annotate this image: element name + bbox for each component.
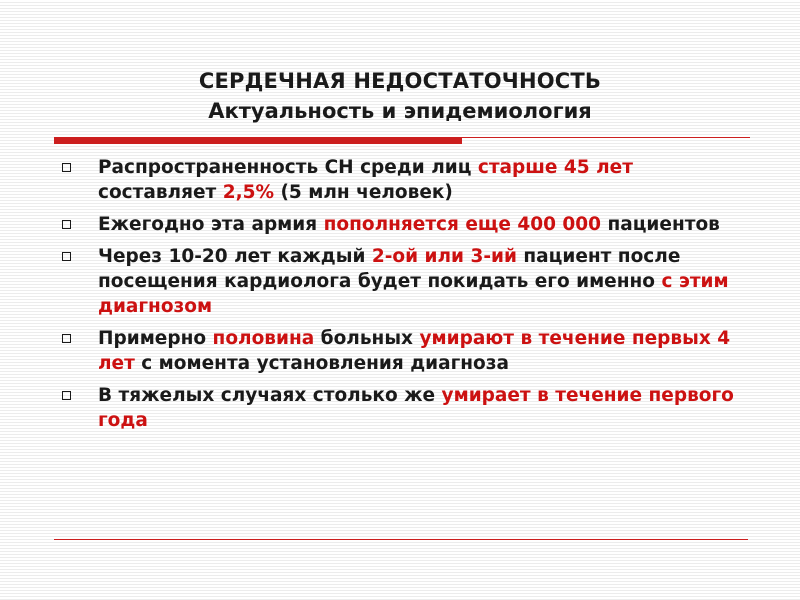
slide-title [0, 66, 800, 126]
slide-subtitle: Актуальность и эпидемиология [208, 99, 592, 123]
hollow-square-icon [62, 163, 71, 172]
bullet-text: Через 10-20 лет каждый 2-ой или 3-ий пациент после посещения кардиолога будет покидать его именно с этим диагнозом [98, 246, 729, 317]
bullet-text: Распространенность СН среди лиц старше 45 лет составляет 2,5% (5 млн человек) [98, 157, 633, 203]
bullet-item-mortality [60, 326, 750, 376]
title-underline-thin [462, 137, 750, 138]
bullet-text: В тяжелых случаях столько же умирает в течение первого года [98, 385, 734, 431]
hollow-square-icon [62, 252, 71, 261]
bullet-item-future-forecast [60, 244, 750, 319]
bullet-text: Примерно половина больных умирают в течение первых 4 лет с момента установления диагноза [98, 328, 731, 374]
bullet-list [60, 155, 750, 440]
hollow-square-icon [62, 334, 71, 343]
bullet-text: Ежегодно эта армия пополняется еще 400 000 пациентов [98, 214, 720, 235]
footer-rule [54, 539, 748, 540]
hollow-square-icon [62, 391, 71, 400]
slide-title-main: СЕРДЕЧНАЯ НЕДОСТАТОЧНОСТЬ [198, 69, 602, 93]
bullet-item-annual-growth [60, 212, 750, 237]
hollow-square-icon [62, 220, 71, 229]
bullet-item-prevalence [60, 155, 750, 205]
title-underline-thick [54, 137, 462, 144]
bullet-item-severe-cases [60, 383, 750, 433]
